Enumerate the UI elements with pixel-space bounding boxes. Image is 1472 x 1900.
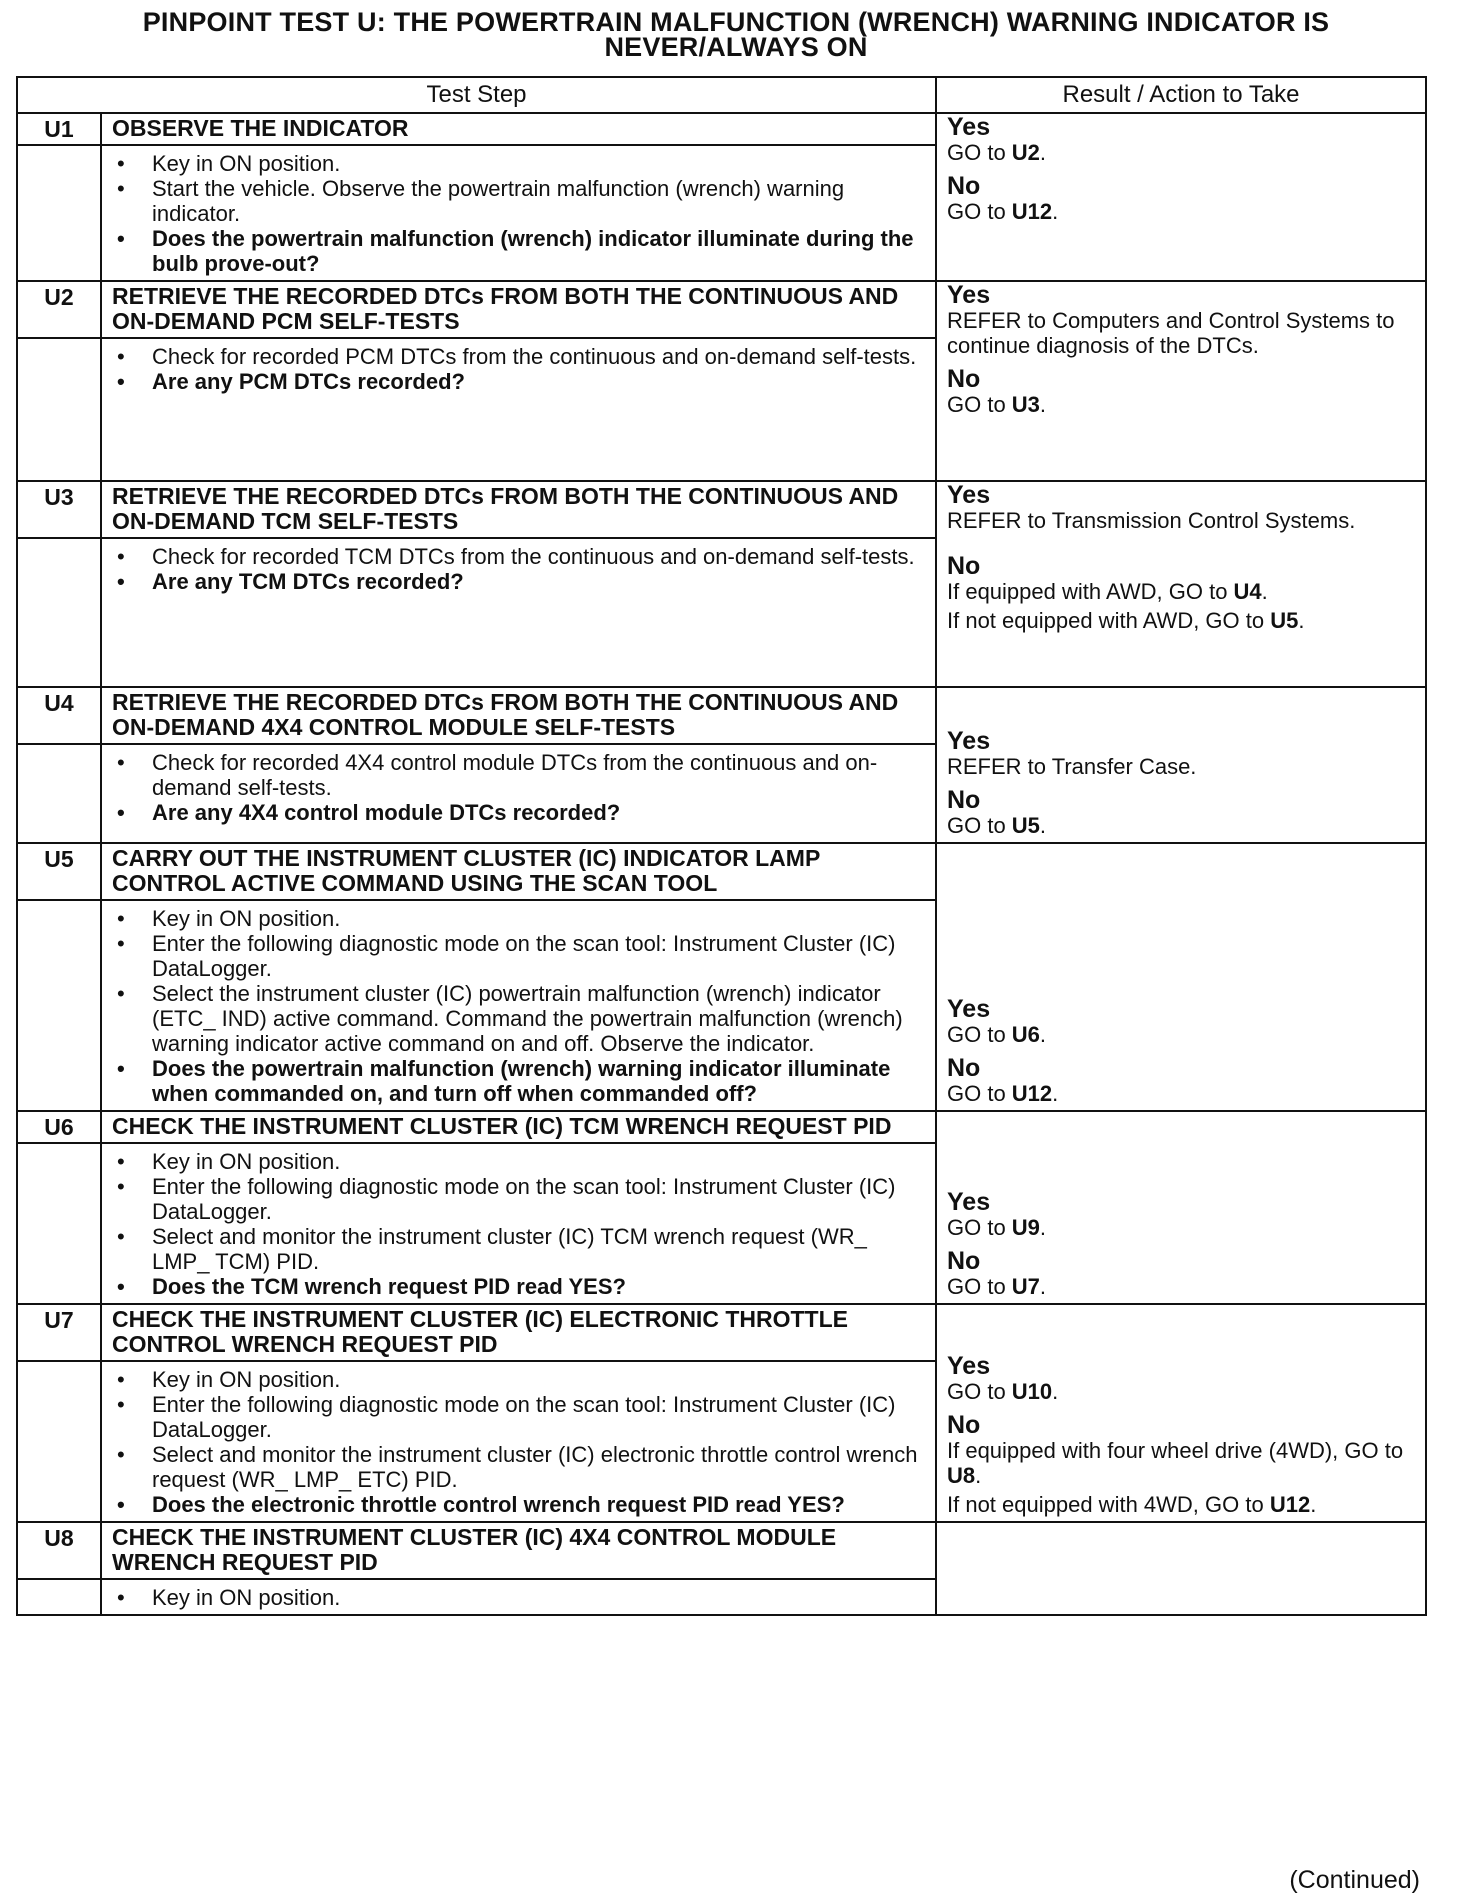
question-item: • Does the powertrain malfunction (wrench) warning indicator illuminate when commanded on, and turn off when commanded off? (108, 1056, 929, 1106)
step-title: CHECK THE INSTRUMENT CLUSTER (IC) 4X4 CONTROL MODULE WRENCH REQUEST PID (101, 1522, 936, 1579)
no-label: No (947, 172, 981, 200)
goto-link: U12 (1011, 1081, 1053, 1106)
step-result (936, 113, 1426, 281)
step-body (101, 1361, 936, 1522)
yes-action: GO to U6. (947, 1022, 1047, 1047)
yes-action: GO to U10. (947, 1379, 1059, 1404)
step-id: U8 (17, 1522, 101, 1579)
step-title-row (17, 1522, 1426, 1579)
list-item: • Select and monitor the instrument cluster (IC) TCM wrench request (WR_ LMP_ TCM) PID. (108, 1224, 929, 1274)
yes-action: REFER to Transmission Control Systems. (947, 508, 1356, 533)
goto-link: U10 (1011, 1379, 1053, 1404)
header-test-step: Test Step (17, 77, 936, 113)
step-title: OBSERVE THE INDICATOR (101, 113, 936, 145)
yes-action: REFER to Computers and Control Systems to continue diagnosis of the DTCs. (947, 308, 1395, 358)
goto-link: U12 (1011, 199, 1053, 224)
yes-action: REFER to Transfer Case. (947, 754, 1197, 779)
step-id: U2 (17, 281, 101, 338)
step-id: U5 (17, 843, 101, 900)
no-action: GO to U5. (947, 813, 1047, 838)
step-title: RETRIEVE THE RECORDED DTCs FROM BOTH THE CONTINUOUS AND ON-DEMAND 4X4 CONTROL MODULE SELF-TESTS (101, 687, 936, 744)
step-result (936, 1304, 1426, 1522)
table-header-row (17, 77, 1426, 113)
step-result (936, 843, 1426, 1111)
list-item: • Enter the following diagnostic mode on the scan tool: Instrument Cluster (IC) DataLogger. (108, 1392, 929, 1442)
goto-link: U5 (1011, 813, 1040, 838)
step-body (101, 145, 936, 281)
yes-label: Yes (947, 113, 991, 141)
step-result (936, 1111, 1426, 1304)
yes-label: Yes (947, 1352, 991, 1380)
step-body (101, 744, 936, 843)
list-item: • Key in ON position. (108, 906, 929, 931)
yes-action: GO to U9. (947, 1215, 1047, 1240)
yes-label: Yes (947, 727, 991, 755)
no-label: No (947, 1054, 981, 1082)
step-id: U1 (17, 113, 101, 145)
list-item: • Key in ON position. (108, 1149, 929, 1174)
goto-link: U6 (1011, 1022, 1040, 1047)
step-result (936, 481, 1426, 687)
question-item: • Are any TCM DTCs recorded? (108, 569, 929, 594)
page-title (0, 7, 1472, 62)
list-item: • Start the vehicle. Observe the powertrain malfunction (wrench) warning indicator. (108, 176, 929, 226)
list-item: • Key in ON position. (108, 151, 929, 176)
title-line-1: PINPOINT TEST U: THE POWERTRAIN MALFUNCTION (WRENCH) WARNING INDICATOR IS (142, 7, 1330, 37)
no-action-alt: If not equipped with AWD, GO to U5. (947, 608, 1305, 633)
yes-label: Yes (947, 281, 991, 309)
step-body (101, 1579, 936, 1615)
step-title: CHECK THE INSTRUMENT CLUSTER (IC) TCM WRENCH REQUEST PID (101, 1111, 936, 1143)
step-id: U3 (17, 481, 101, 538)
list-item: • Enter the following diagnostic mode on the scan tool: Instrument Cluster (IC) DataLogger. (108, 931, 929, 981)
list-item: • Key in ON position. (108, 1585, 929, 1610)
question-item: • Are any 4X4 control module DTCs recorded? (108, 800, 929, 825)
goto-link: U5 (1270, 608, 1299, 633)
step-result (936, 687, 1426, 843)
goto-link: U8 (947, 1463, 976, 1488)
question-item: • Does the electronic throttle control wrench request PID read YES? (108, 1492, 929, 1517)
continued-label: (Continued) (1289, 1866, 1420, 1894)
yes-label: Yes (947, 1188, 991, 1216)
step-id: U4 (17, 687, 101, 744)
question-item: • Are any PCM DTCs recorded? (108, 369, 929, 394)
no-action: If equipped with four wheel drive (4WD), GO to U8. (947, 1438, 1404, 1488)
yes-action: GO to U2. (947, 140, 1047, 165)
no-label: No (947, 1411, 981, 1439)
goto-link: U4 (1233, 579, 1262, 604)
list-item: • Enter the following diagnostic mode on the scan tool: Instrument Cluster (IC) DataLogger. (108, 1174, 929, 1224)
yes-label: Yes (947, 481, 991, 509)
step-body (101, 538, 936, 687)
goto-link: U9 (1011, 1215, 1040, 1240)
step-title-row (17, 281, 1426, 338)
goto-link: U7 (1011, 1274, 1040, 1299)
list-item: • Key in ON position. (108, 1367, 929, 1392)
step-title-row (17, 481, 1426, 538)
step-title: RETRIEVE THE RECORDED DTCs FROM BOTH THE CONTINUOUS AND ON-DEMAND TCM SELF-TESTS (101, 481, 936, 538)
pinpoint-test-table (16, 76, 1427, 1616)
step-body (101, 338, 936, 481)
no-label: No (947, 1247, 981, 1275)
no-action-alt: If not equipped with 4WD, GO to U12. (947, 1492, 1317, 1517)
step-title: CARRY OUT THE INSTRUMENT CLUSTER (IC) INDICATOR LAMP CONTROL ACTIVE COMMAND USING THE SCAN TOOL (101, 843, 936, 900)
no-action: GO to U3. (947, 392, 1047, 417)
step-result (936, 281, 1426, 481)
no-action: GO to U12. (947, 1081, 1059, 1106)
step-title-row (17, 843, 1426, 900)
step-title-row (17, 1304, 1426, 1361)
step-body (101, 900, 936, 1111)
goto-link: U2 (1011, 140, 1040, 165)
question-item: • Does the powertrain malfunction (wrench) indicator illuminate during the bulb prove-out? (108, 226, 929, 276)
question-item: • Does the TCM wrench request PID read YES? (108, 1274, 929, 1299)
step-title-row (17, 687, 1426, 744)
header-result: Result / Action to Take (936, 77, 1426, 113)
step-title: RETRIEVE THE RECORDED DTCs FROM BOTH THE CONTINUOUS AND ON-DEMAND PCM SELF-TESTS (101, 281, 936, 338)
no-action: GO to U7. (947, 1274, 1047, 1299)
no-action: GO to U12. (947, 199, 1059, 224)
no-label: No (947, 786, 981, 814)
step-body (101, 1143, 936, 1304)
no-label: No (947, 552, 981, 580)
list-item: • Check for recorded 4X4 control module DTCs from the continuous and on-demand self-tests. (108, 750, 929, 800)
goto-link: U12 (1269, 1492, 1311, 1517)
no-label: No (947, 365, 981, 393)
list-item: • Check for recorded TCM DTCs from the continuous and on-demand self-tests. (108, 544, 929, 569)
step-id: U7 (17, 1304, 101, 1361)
yes-label: Yes (947, 995, 991, 1023)
step-title-row (17, 113, 1426, 145)
list-item: • Select and monitor the instrument cluster (IC) electronic throttle control wrench request (WR_ LMP_ ETC) PID. (108, 1442, 929, 1492)
title-line-2: NEVER/ALWAYS ON (604, 32, 868, 62)
goto-link: U3 (1011, 392, 1040, 417)
list-item: • Check for recorded PCM DTCs from the continuous and on-demand self-tests. (108, 344, 929, 369)
step-result (936, 1522, 1426, 1615)
step-id: U6 (17, 1111, 101, 1143)
no-action: If equipped with AWD, GO to U4. (947, 579, 1268, 604)
list-item: • Select the instrument cluster (IC) powertrain malfunction (wrench) indicator (ETC_ IND) active command. Command the powertrain malfunction (wrench) warning indicator active command on and off. Observe the indicator. (108, 981, 929, 1056)
step-title: CHECK THE INSTRUMENT CLUSTER (IC) ELECTRONIC THROTTLE CONTROL WRENCH REQUEST PID (101, 1304, 936, 1361)
step-title-row (17, 1111, 1426, 1143)
